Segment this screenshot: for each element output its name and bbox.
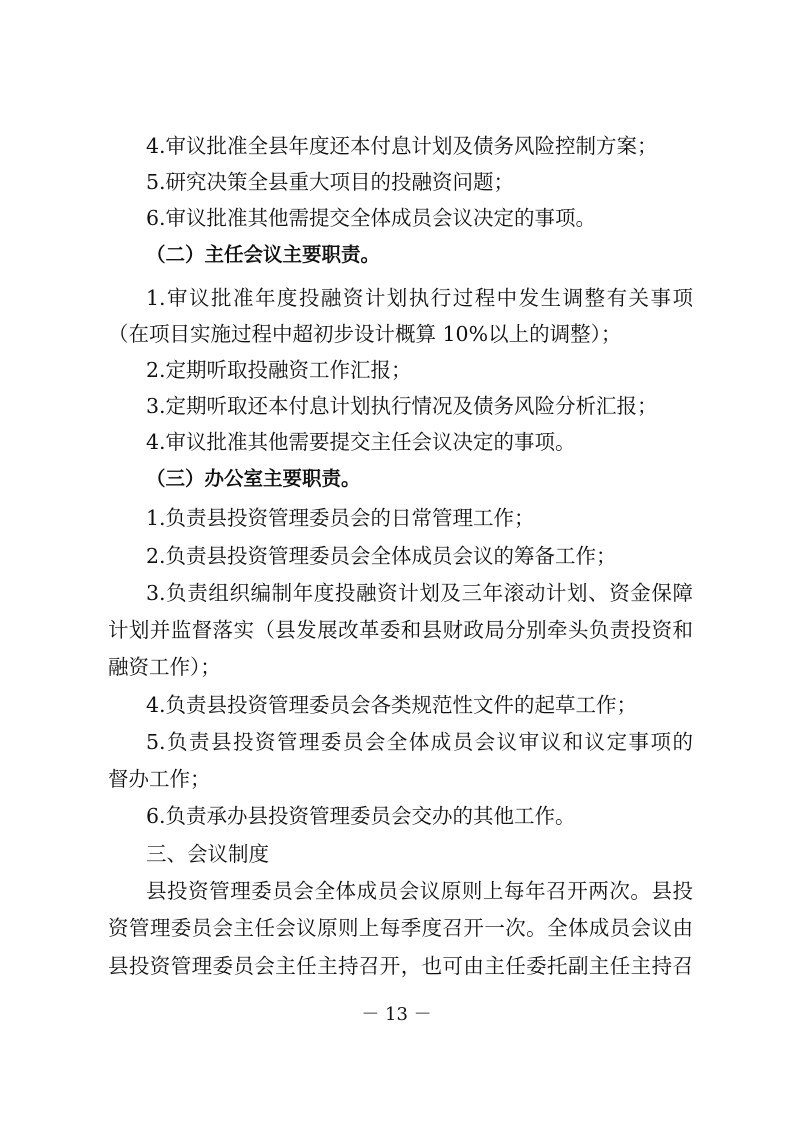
text-line: 督办工作； — [108, 767, 211, 791]
text-line: 6.负责承办县投资管理委员会交办的其他工作。 — [146, 804, 576, 828]
section-heading: （二）主任会议主要职责。 — [146, 243, 381, 266]
text-line: 县投资管理委员会全体成员会议原则上每年召开两次。县投 — [146, 879, 693, 903]
text-line: 3.定期听取还本付息计划执行情况及债务风险分析汇报； — [146, 394, 658, 418]
text-line: 2.负责县投资管理委员会全体成员会议的筹备工作； — [146, 544, 617, 568]
text-line: 1.审议批准年度投融资计划执行过程中发生调整有关事项 — [146, 286, 693, 310]
text-line: （在项目实施过程中超初步设计概算 10%以上的调整）； — [108, 322, 622, 346]
text-line: 1.负责县投资管理委员会的日常管理工作； — [146, 506, 535, 530]
section-heading: （三）办公室主要职责。 — [146, 467, 361, 490]
text-line: 5.研究决策全县重大项目的投融资问题； — [146, 170, 515, 194]
page-number: － 13 － — [361, 1004, 432, 1025]
text-line: 4.负责县投资管理委员会各类规范性文件的起草工作； — [146, 693, 638, 717]
text-line: 6.审议批准其他需提交全体成员会议决定的事项。 — [146, 206, 597, 230]
section-heading: 三、会议制度 — [146, 842, 269, 866]
text-line: 计划并监督落实（县发展改革委和县财政局分别牵头负责投资和 — [108, 618, 693, 642]
text-line: 3.负责组织编制年度投融资计划及三年滚动计划、资金保障 — [146, 581, 693, 605]
text-line: 2.定期听取投融资工作汇报； — [146, 358, 412, 382]
text-line: 4.审议批准全县年度还本付息计划及债务风险控制方案； — [146, 134, 658, 158]
text-line: 5.负责县投资管理委员会全体成员会议审议和议定事项的 — [146, 730, 693, 754]
text-line: 资管理委员会主任会议原则上每季度召开一次。全体成员会议由 — [108, 916, 693, 940]
text-line: 4.审议批准其他需要提交主任会议决定的事项。 — [146, 430, 576, 454]
text-line: 县投资管理委员会主任主持召开，也可由主任委托副主任主持召 — [108, 954, 693, 978]
text-line: 融资工作）； — [108, 655, 221, 679]
